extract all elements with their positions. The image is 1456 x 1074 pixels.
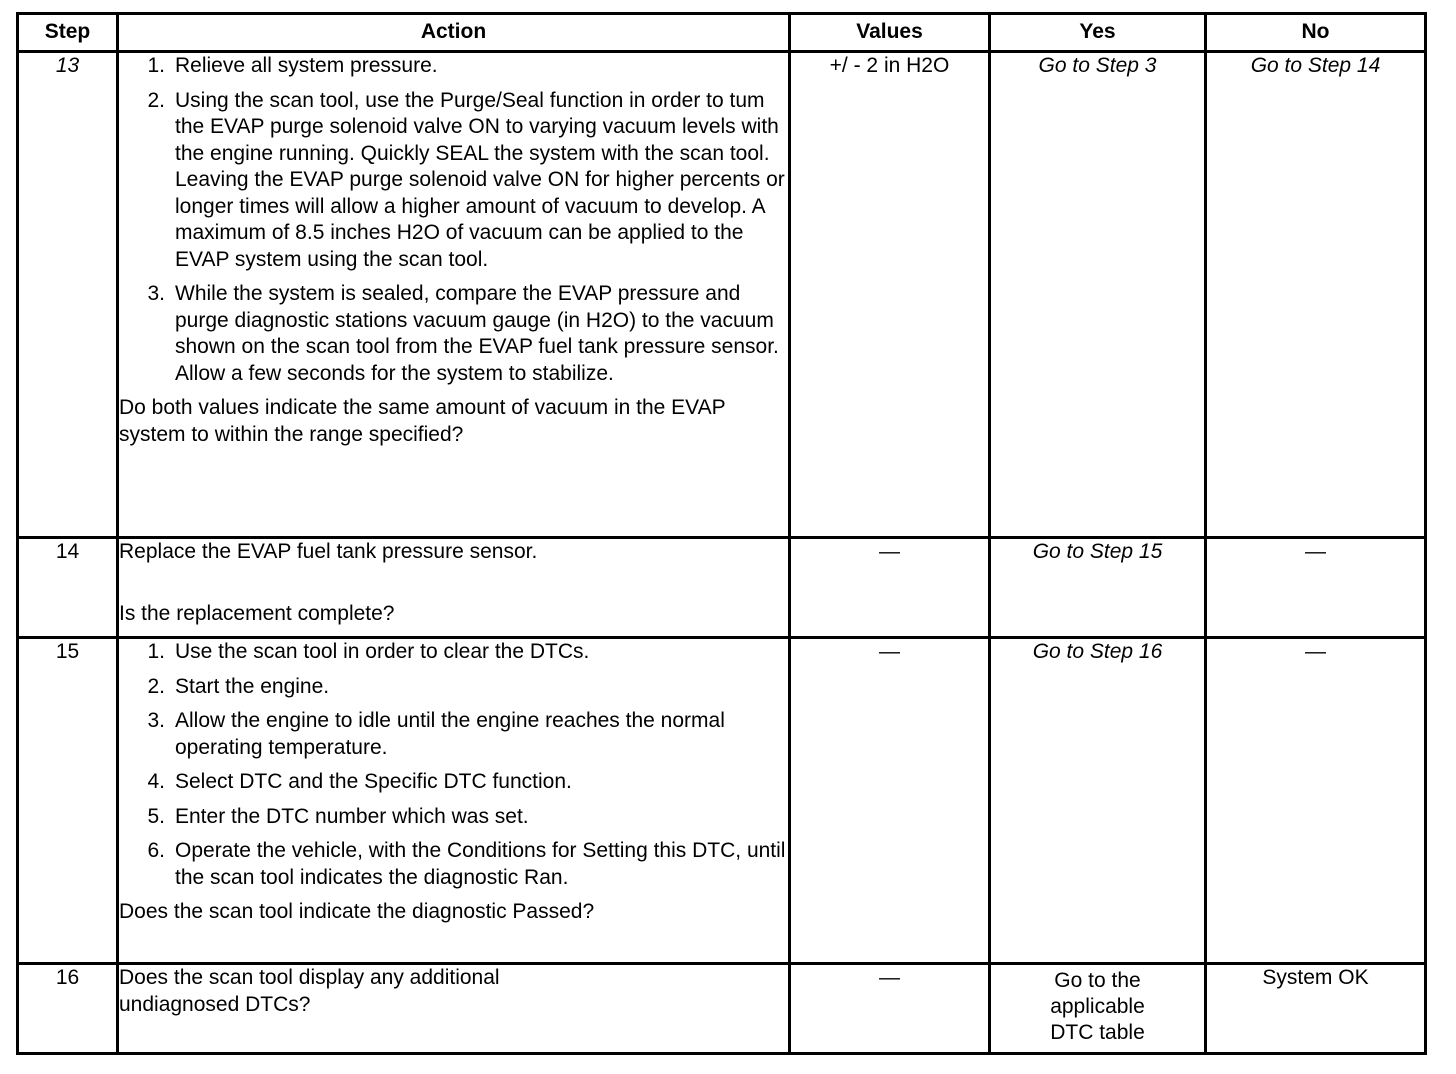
- list-item: [119, 708, 788, 761]
- list-item: [119, 281, 788, 387]
- yes-cell: [990, 538, 1206, 638]
- step-question: Is the replacement complete?: [119, 601, 395, 625]
- yes-action: [991, 968, 1204, 1050]
- table-row: [18, 52, 1426, 538]
- yes-line: DTC table: [1050, 1020, 1145, 1044]
- yes-action: Go to Step 15: [1032, 540, 1163, 563]
- substep-number: 1.: [147, 640, 165, 663]
- substep-number: 4.: [147, 770, 165, 793]
- table-row: [18, 964, 1426, 1054]
- list-item: [119, 639, 788, 666]
- list-item: [119, 88, 788, 274]
- action-cell: [118, 638, 790, 964]
- substep-text: Relieve all system pressure.: [175, 54, 438, 77]
- header-action: Action: [118, 14, 790, 52]
- diagnostic-table: [16, 12, 1427, 1055]
- substep-list: [119, 53, 788, 387]
- substep-text: Use the scan tool in order to clear the DTCs.: [175, 640, 590, 663]
- substep-number: 2.: [147, 674, 165, 698]
- list-item: [119, 674, 788, 701]
- values-cell: —: [790, 964, 990, 1054]
- step-number: 16: [18, 964, 118, 1054]
- substep-text: Start the engine.: [175, 674, 330, 698]
- substep-number: 3.: [147, 709, 165, 732]
- no-cell: —: [1206, 638, 1426, 964]
- substep-number: 1.: [147, 54, 165, 77]
- header-step: Step: [18, 14, 118, 52]
- values-cell: —: [790, 638, 990, 964]
- step-number: 15: [18, 638, 118, 964]
- substep-text: Allow the engine to idle until the engine reaches the normal operating temperature.: [175, 709, 725, 759]
- header-row: [18, 14, 1426, 52]
- yes-line: Go to the: [1054, 968, 1141, 992]
- yes-action: Go to Step 16: [1032, 640, 1163, 663]
- table-row: [18, 538, 1426, 638]
- no-action: Go to Step 14: [1250, 54, 1381, 77]
- list-item: [119, 53, 788, 80]
- action-cell: [118, 964, 790, 1054]
- values-cell: +/ - 2 in H2O: [790, 52, 990, 538]
- substep-text: Operate the vehicle, with the Conditions for Setting this DTC, until the scan tool indicates the diagnostic Ran.: [175, 839, 786, 889]
- substep-text: Enter the DTC number which was set.: [175, 804, 529, 828]
- list-item: [119, 769, 788, 796]
- substep-number: 6.: [147, 839, 165, 862]
- substep-text: Select DTC and the Specific DTC function.: [175, 770, 572, 793]
- list-item: [119, 804, 788, 831]
- values-cell: —: [790, 538, 990, 638]
- step-number: 13: [18, 52, 118, 538]
- substep-number: 5.: [147, 804, 165, 828]
- header-yes: Yes: [990, 14, 1206, 52]
- substep-number: 2.: [147, 88, 165, 112]
- yes-line: applicable: [1050, 994, 1145, 1018]
- no-action: System OK: [1262, 966, 1369, 989]
- header-values: Values: [790, 14, 990, 52]
- step-question: Does the scan tool indicate the diagnostic Passed?: [119, 900, 595, 923]
- yes-cell: [990, 638, 1206, 964]
- step-number: 14: [18, 538, 118, 638]
- action-cell: [118, 538, 790, 638]
- table-row: [18, 638, 1426, 964]
- no-cell: [1206, 52, 1426, 538]
- substep-number: 3.: [147, 282, 165, 305]
- yes-cell: [990, 52, 1206, 538]
- header-no: No: [1206, 14, 1426, 52]
- substep-text: While the system is sealed, compare the EVAP pressure and purge diagnostic stations vacuum gauge (in H2O) to the vacuum shown on the scan tool from the EVAP fuel tank pressure sensor. Allow a few seconds for the system to stabilize.: [175, 282, 779, 385]
- list-item: [119, 838, 788, 891]
- substep-text: Using the scan tool, use the Purge/Seal function in order to tum the EVAP purge solenoid valve ON to varying vacuum levels with the engine running. Quickly SEAL the system with the scan tool. Leaving the EVAP purge solenoid valve ON for higher percents or longer times will allow a higher amount of vacuum to develop. A maximum of 8.5 inches H2O of vacuum can be applied to the EVAP system using the scan tool.: [175, 88, 785, 271]
- step-instruction: Replace the EVAP fuel tank pressure sensor.: [119, 540, 538, 563]
- substep-list: [119, 639, 788, 891]
- action-cell: [118, 52, 790, 538]
- yes-cell: [990, 964, 1206, 1054]
- no-cell: [1206, 964, 1426, 1054]
- step-question: Does the scan tool display any additional undiagnosed DTCs?: [119, 966, 500, 1016]
- yes-action: Go to Step 3: [1038, 54, 1157, 77]
- no-cell: —: [1206, 538, 1426, 638]
- step-question: Do both values indicate the same amount of vacuum in the EVAP system to within the range specified?: [119, 396, 726, 446]
